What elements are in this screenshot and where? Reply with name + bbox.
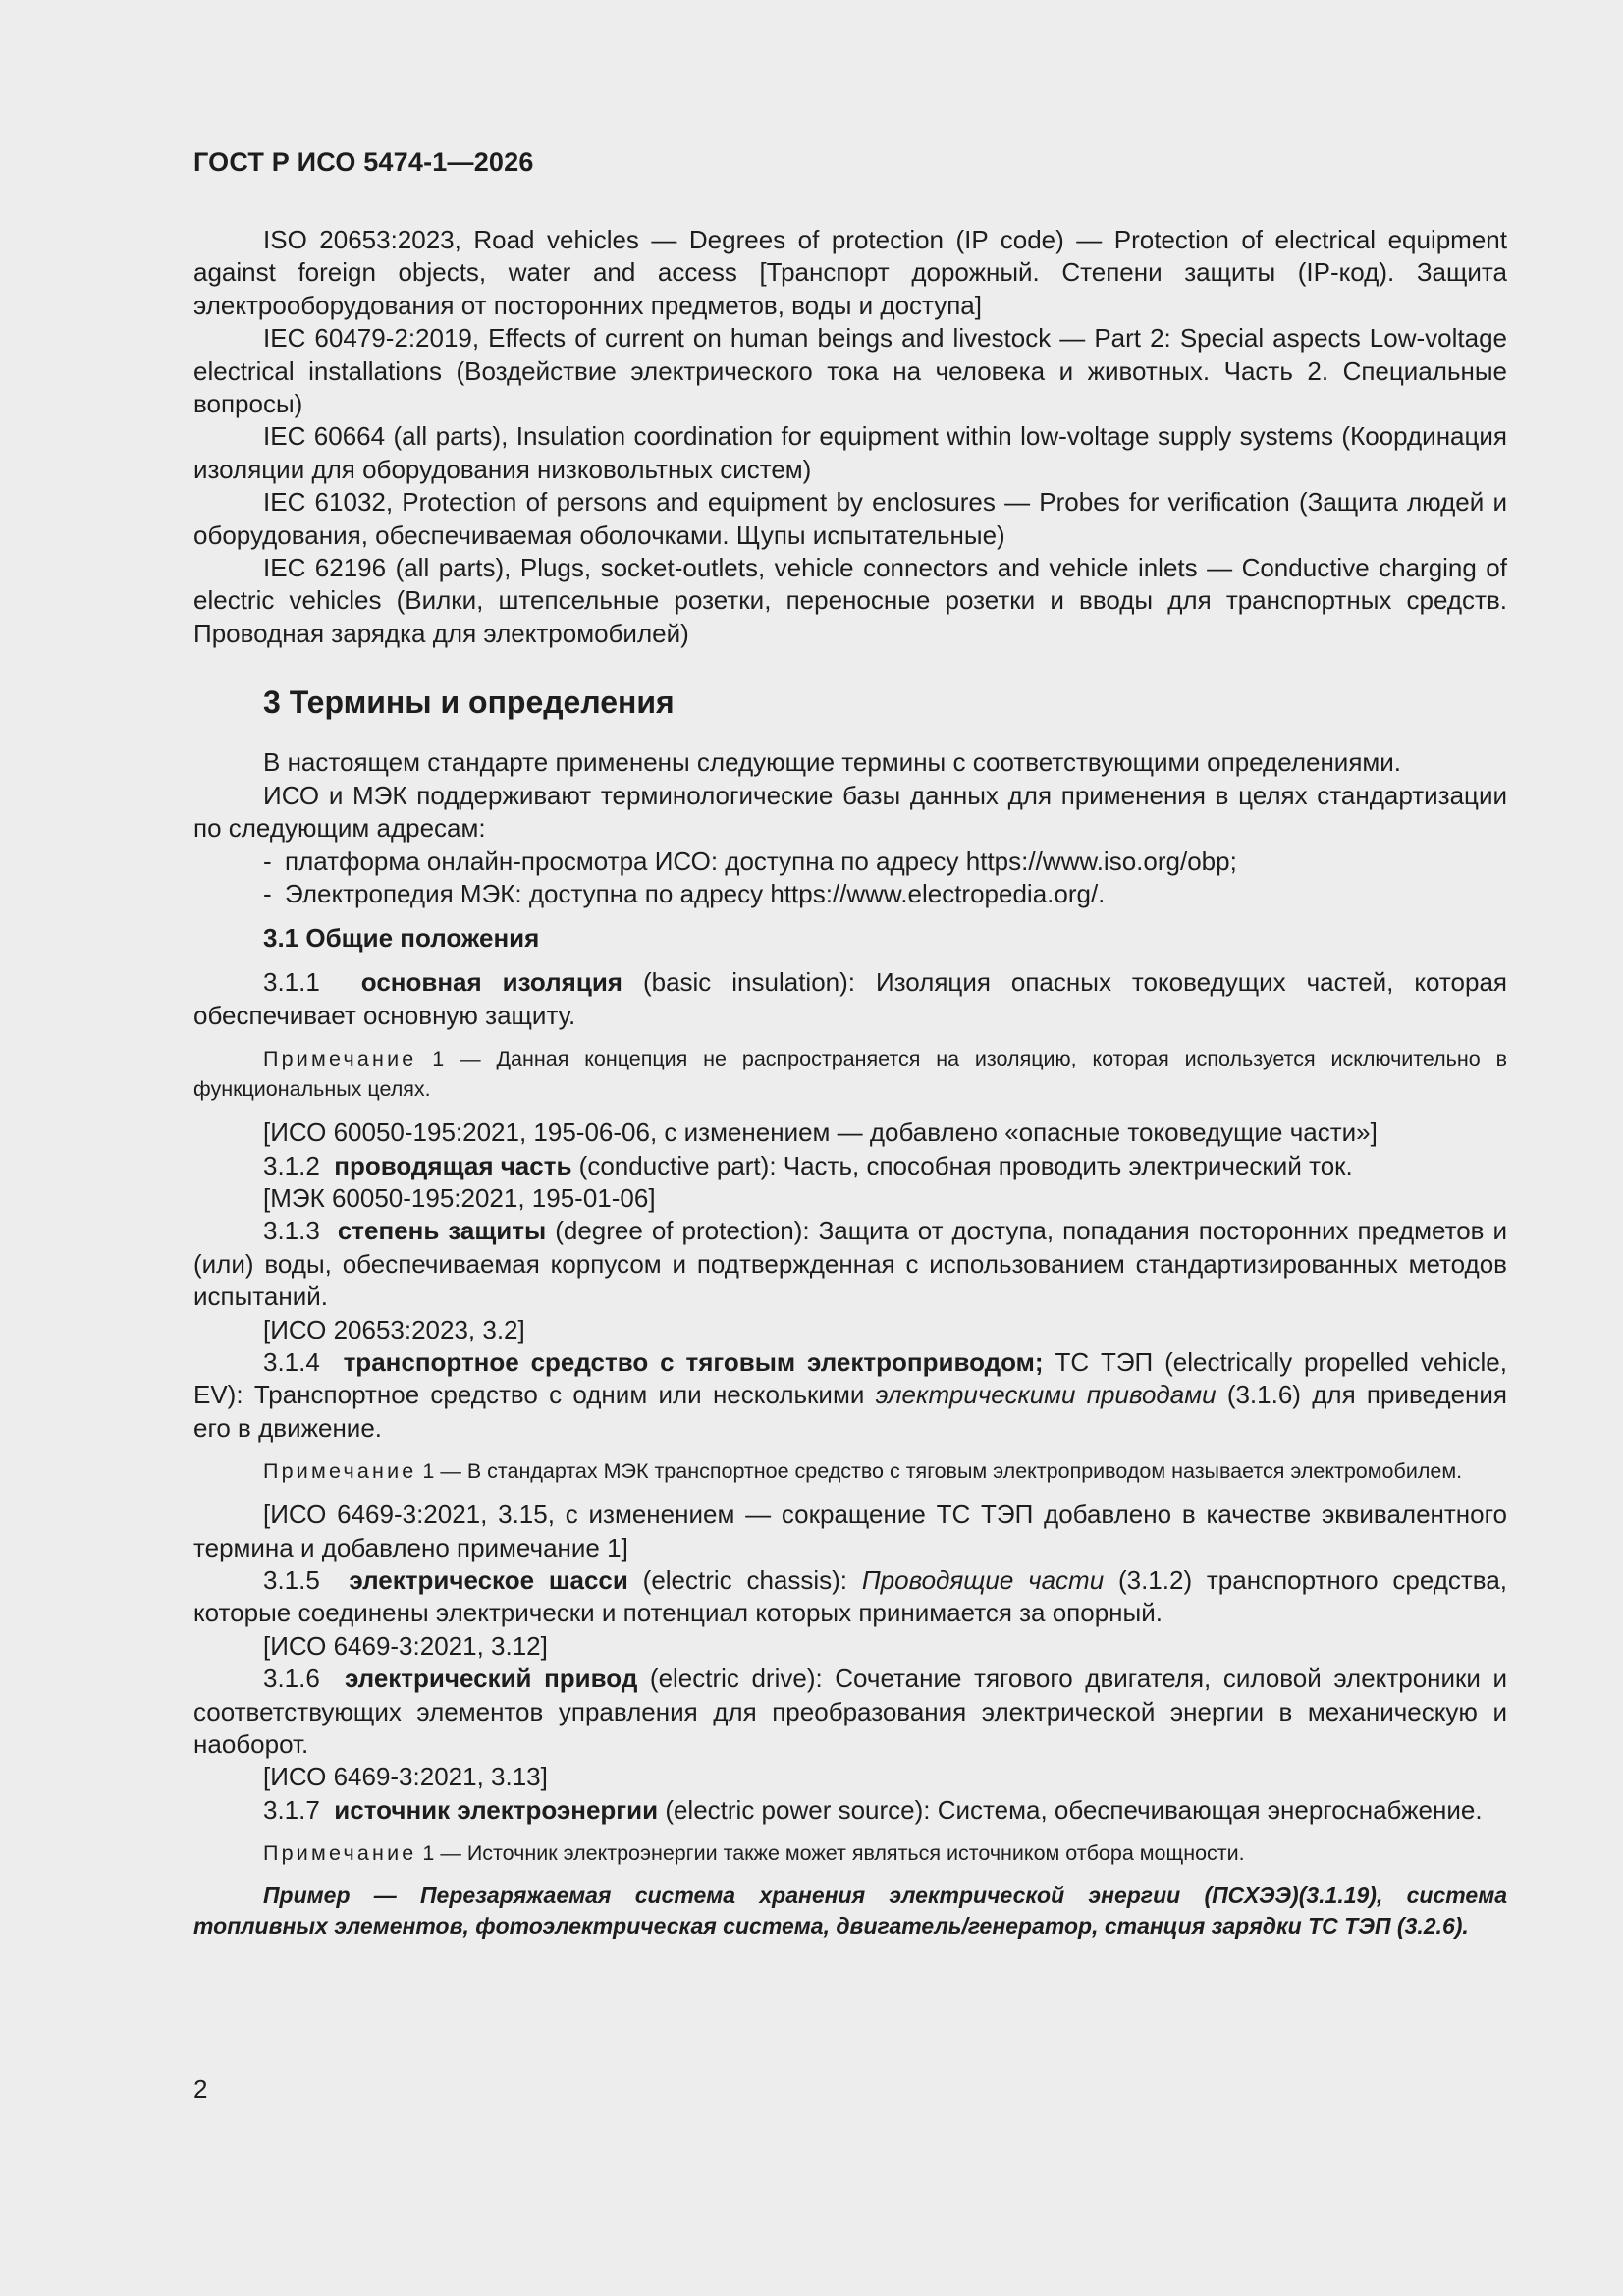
note-text: 1 — Источник электроэнергии также может являться источником отбора мощности. xyxy=(416,1841,1245,1866)
note xyxy=(193,1456,1507,1487)
term-3-1-1 xyxy=(193,966,1507,1032)
reference-iec-60479: IEC 60479-2:2019, Effects of current on human beings and livestock — Part 2: Special aspects Low-voltage electrical installations (Воздействие электрического тока на человека и животных. Часть 2. Специальные вопросы) xyxy=(193,323,1507,419)
subsection-heading: 3.1 Общие положения xyxy=(263,923,540,954)
list-item-text: Электропедия МЭК: доступна по адресу https://www.electropedia.org/. xyxy=(285,878,1106,908)
document-body xyxy=(193,224,1507,1941)
term-source: [МЭК 60050-195:2021, 195-01-06] xyxy=(263,1182,656,1213)
term-source: [ИСО 60050-195:2021, 195-06-06, с изменением — добавлено «опасные токоведущие части»] xyxy=(263,1118,1378,1148)
note-label: Примечание xyxy=(263,1841,417,1866)
term-number: 3.1.1 xyxy=(263,967,320,998)
note xyxy=(193,1838,1507,1869)
term-definition: ТС ТЭП (electrically propelled vehicle, EV): Транспортное средство с одним или несколькими xyxy=(193,1346,1507,1410)
term-number: 3.1.2 xyxy=(263,1150,320,1180)
document-header: ГОСТ Р ИСО 5474-1—2026 xyxy=(193,147,534,177)
term-reference: электрическими приводами xyxy=(875,1380,1217,1410)
term-definition: (electric chassis): xyxy=(627,1565,862,1595)
reference-iec-60664: IEC 60664 (all parts), Insulation coordination for equipment within low-voltage supply systems (Координация изоляции для оборудования низковольтных систем) xyxy=(193,421,1507,484)
term-3-1-5 xyxy=(193,1564,1507,1630)
term-3-1-3 xyxy=(193,1215,1507,1313)
term-number: 3.1.4 xyxy=(263,1346,320,1377)
term-number: 3.1.7 xyxy=(263,1794,320,1825)
term-name: источник электроэнергии xyxy=(334,1794,659,1825)
term-name: электрический привод xyxy=(344,1664,638,1694)
term-source: [ИСО 6469-3:2021, 3.15, с изменением — сокращение ТС ТЭП добавлено в качестве эквивалентного термина и добавлено примечание 1] xyxy=(193,1500,1507,1562)
list-item xyxy=(193,846,1507,878)
term-definition: (conductive part): Часть, способная проводить электрический ток. xyxy=(571,1150,1353,1180)
term-definition: (electric power source): Система, обеспечивающая энергоснабжение. xyxy=(658,1794,1483,1825)
list-dash: - xyxy=(263,846,272,876)
term-definition: (degree of protection): Защита от доступа, попадания посторонних предметов и (или) воды, обеспечиваемая корпусом и подтвержденная с использованием стандартизированных методов испытаний. xyxy=(193,1216,1507,1312)
term-name: основная изоляция xyxy=(360,967,622,998)
term-name: степень защиты xyxy=(337,1216,547,1246)
reference-iec-61032: IEC 61032, Protection of persons and equipment by enclosures — Probes for verification (Защита людей и оборудования, обеспечиваемая оболочками. Щупы испытательные) xyxy=(193,487,1507,550)
note-label: Примечание xyxy=(263,1047,417,1071)
section-intro-2: ИСО и МЭК поддерживают терминологические базы данных для применения в целях стандартизации по следующим адресам: xyxy=(193,780,1507,844)
term-3-1-7 xyxy=(193,1794,1507,1827)
term-name: электрическое шасси xyxy=(349,1565,628,1595)
term-name: проводящая часть xyxy=(334,1150,572,1180)
list-dash: - xyxy=(263,878,272,908)
term-number: 3.1.5 xyxy=(263,1565,320,1595)
term-3-1-4 xyxy=(193,1346,1507,1445)
term-name: транспортное средство с тяговым электроприводом; xyxy=(343,1346,1044,1377)
section-intro-1: В настоящем стандарте применены следующие термины с соответствующими определениями. xyxy=(263,747,1402,778)
term-source: [ИСО 6469-3:2021, 3.13] xyxy=(263,1762,548,1792)
term-3-1-2 xyxy=(193,1150,1507,1182)
note-text: 1 — Данная концепция не распространяется на изоляцию, которая используется исключительно в функциональных целях. xyxy=(193,1047,1507,1102)
term-definition: (electric drive): Сочетание тягового двигателя, силовой электроники и соответствующих элементов управления для преобразования электрической энергии в механическую и наоборот. xyxy=(193,1664,1508,1760)
list-item xyxy=(193,878,1507,910)
term-definition-end: (3.1.2) транспортного средства, которые соединены электрически и потенциал которых принимается за опорный. xyxy=(193,1565,1508,1628)
term-source: [ИСО 20653:2023, 3.2] xyxy=(263,1314,525,1344)
note-text: 1 — В стандартах МЭК транспортное средство с тяговым электроприводом называется электромобилем. xyxy=(416,1459,1463,1484)
reference-iso-20653: ISO 20653:2023, Road vehicles — Degrees of protection (IP code) — Protection of electrical equipment against foreign objects, water and access [Транспорт дорожный. Степени защиты (IP-код). Защита электрооборудования от посторонних предметов, воды и доступа] xyxy=(193,225,1507,320)
section-heading: 3 Термины и определения xyxy=(263,684,675,721)
note xyxy=(193,1044,1507,1105)
page-number: 2 xyxy=(193,2074,208,2104)
term-number: 3.1.3 xyxy=(263,1216,320,1246)
term-reference: Проводящие части xyxy=(861,1565,1105,1595)
term-number: 3.1.6 xyxy=(263,1664,320,1694)
reference-iec-62196: IEC 62196 (all parts), Plugs, socket-outlets, vehicle connectors and vehicle inlets — Conductive charging of electric vehicles (Вилки, штепсельные розетки, переносные розетки и вводы для транспортных средств. Проводная зарядка для электромобилей) xyxy=(193,553,1507,648)
example: Пример — Перезаряжаемая система хранения электрической энергии (ПСХЭЭ)(3.1.19), система топливных элементов, фотоэлектрическая система, двигатель/генератор, станция зарядки ТС ТЭП (3.2.6). xyxy=(193,1883,1507,1940)
note-label: Примечание xyxy=(263,1459,417,1484)
term-3-1-6 xyxy=(193,1663,1507,1761)
list-item-text: платформа онлайн-просмотра ИСО: доступна по адресу https://www.iso.org/obp; xyxy=(285,846,1237,876)
term-definition: (basic insulation): Изоляция опасных токоведущих частей, которая обеспечивает основную защиту. xyxy=(193,967,1508,1030)
term-source: [ИСО 6469-3:2021, 3.12] xyxy=(263,1630,548,1661)
term-definition-end: (3.1.6) для приведения его в движение. xyxy=(193,1380,1507,1443)
